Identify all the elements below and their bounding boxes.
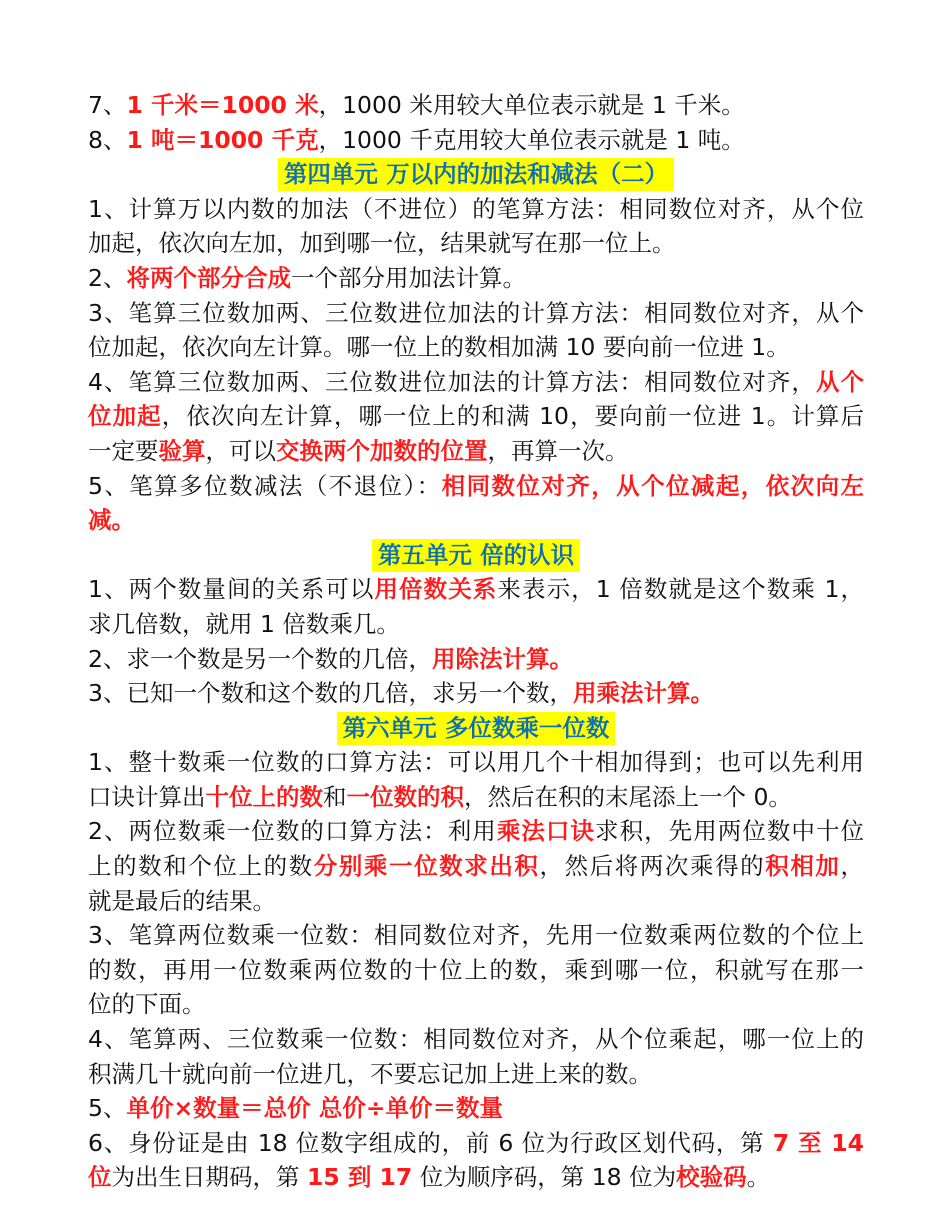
text-run: 4、笔算两、三位数乘一位数：相同数位对齐，从个位乘起，哪一位上的 bbox=[88, 1025, 864, 1054]
text-run: 2、两位数乘一位数的口算方法：利用 bbox=[88, 817, 497, 846]
text-line bbox=[88, 1091, 864, 1126]
text-run: 4、笔算三位数加两、三位数进位加法的计算方法：相同数位对齐， bbox=[88, 367, 816, 396]
text-line bbox=[88, 676, 864, 711]
highlighted-text: 1 千米＝1000 米 bbox=[126, 91, 319, 119]
text-run: ，1000 千克用较大单位表示就是 1 吨。 bbox=[318, 125, 745, 154]
text-line bbox=[88, 365, 864, 400]
highlighted-text: 验算 bbox=[158, 436, 206, 465]
highlighted-text: 减。 bbox=[88, 506, 135, 535]
highlighted-text: 7 至 14 bbox=[772, 1128, 864, 1157]
text-line bbox=[88, 469, 864, 504]
text-line bbox=[88, 642, 864, 677]
text-run: 一个部分用加法计算。 bbox=[290, 263, 526, 292]
section-heading-line bbox=[88, 711, 864, 746]
highlighted-text: 用除法计算。 bbox=[431, 644, 573, 673]
text-run: ，然后在积的末尾添上一个 0。 bbox=[464, 782, 792, 811]
text-run: 1、两个数量间的关系可以 bbox=[88, 575, 375, 604]
text-run: 3、笔算三位数加两、三位数进位加法的计算方法：相同数位对齐，从个 bbox=[88, 298, 864, 327]
highlighted-text: 1 吨＝1000 千克 bbox=[126, 125, 319, 154]
text-run: 8、 bbox=[88, 125, 127, 154]
text-run: 7、 bbox=[88, 91, 127, 119]
text-run: 求几倍数，就用 1 倍数乘几。 bbox=[88, 609, 400, 638]
text-line bbox=[88, 572, 864, 607]
text-run: 5、 bbox=[88, 1094, 127, 1123]
text-line bbox=[88, 1022, 864, 1057]
text-run: 就是最后的结果。 bbox=[88, 886, 276, 915]
text-run: 口诀计算出 bbox=[88, 782, 206, 811]
text-run: 1、计算万以内数的加法（不进位）的笔算方法：相同数位对齐，从个位 bbox=[88, 194, 864, 223]
text-line bbox=[88, 1126, 864, 1161]
text-run: ，可以 bbox=[205, 436, 276, 465]
text-run: ，1000 米用较大单位表示就是 1 千米。 bbox=[318, 91, 745, 119]
text-line bbox=[88, 88, 864, 123]
highlighted-text: 用乘法计算。 bbox=[572, 679, 714, 708]
highlighted-text: 位 bbox=[88, 1163, 112, 1192]
text-run: 2、求一个数是另一个数的几倍， bbox=[88, 644, 432, 673]
text-line bbox=[88, 399, 864, 434]
text-run: 1、整十数乘一位数的口算方法：可以用几个十相加得到；也可以先利用 bbox=[88, 748, 864, 777]
text-run: 一定要 bbox=[88, 436, 159, 465]
text-line bbox=[88, 192, 864, 227]
text-run: 位为顺序码，第 18 位为 bbox=[412, 1163, 677, 1192]
highlighted-text: 用倍数关系 bbox=[374, 575, 498, 604]
text-run: ，再算一次。 bbox=[487, 436, 629, 465]
highlighted-text: 从个 bbox=[815, 367, 864, 396]
highlighted-text: 相同数位对齐，从个位减起，依次向左 bbox=[441, 471, 864, 500]
highlighted-text: 积相加 bbox=[765, 852, 841, 881]
document-body bbox=[88, 88, 864, 1195]
text-line bbox=[88, 745, 864, 780]
highlighted-text: 一位数的积 bbox=[346, 782, 464, 811]
text-run: 5、笔算多位数减法（不退位）： bbox=[88, 471, 442, 500]
text-run: 3、笔算两位数乘一位数：相同数位对齐，先用一位数乘两位数的个位上 bbox=[88, 921, 864, 950]
text-line bbox=[88, 1160, 864, 1195]
text-line bbox=[88, 814, 864, 849]
text-line bbox=[88, 261, 864, 296]
text-line bbox=[88, 607, 864, 642]
text-run: 6、身份证是由 18 位数字组成的，前 6 位为行政区划代码，第 bbox=[88, 1128, 773, 1157]
highlighted-text: 15 到 17 bbox=[306, 1163, 413, 1192]
text-line bbox=[88, 849, 864, 884]
text-line bbox=[88, 330, 864, 365]
text-run: 。 bbox=[746, 1163, 771, 1192]
section-heading: 第六单元 多位数乘一位数 bbox=[337, 712, 616, 745]
text-line bbox=[88, 123, 864, 158]
section-heading: 第五单元 倍的认识 bbox=[372, 539, 580, 572]
highlighted-text: 交换两个加数的位置 bbox=[276, 436, 488, 465]
text-run: ，依次向左计算，哪一位上的和满 10，要向前一位进 1。计算后 bbox=[161, 402, 864, 431]
text-run: 和 bbox=[323, 782, 347, 811]
text-run: 2、 bbox=[88, 263, 127, 292]
text-line bbox=[88, 987, 864, 1022]
highlighted-text: 乘法口诀 bbox=[496, 817, 596, 846]
text-line bbox=[88, 434, 864, 469]
text-run: 为出生日期码，第 bbox=[111, 1163, 307, 1192]
text-line bbox=[88, 226, 864, 261]
text-run: 加起，依次向左加，加到哪一位，结果就写在那一位上。 bbox=[88, 229, 676, 258]
text-run: 积满几十就向前一位进几，不要忘记加上进上来的数。 bbox=[88, 1059, 652, 1088]
highlighted-text: 位加起 bbox=[88, 402, 162, 431]
section-heading-line bbox=[88, 538, 864, 573]
text-line bbox=[88, 918, 864, 953]
text-line bbox=[88, 953, 864, 988]
text-run: ， bbox=[840, 852, 864, 881]
text-run: 的数，再用一位数乘两位数的十位上的数，乘到哪一位，积就写在那一 bbox=[88, 955, 864, 984]
text-run: 求积，先用两位数中十位 bbox=[595, 817, 864, 846]
text-line bbox=[88, 296, 864, 331]
text-line bbox=[88, 884, 864, 919]
text-line bbox=[88, 780, 864, 815]
text-run: ，然后将两次乘得的 bbox=[539, 852, 766, 881]
highlighted-text: 将两个部分合成 bbox=[126, 263, 291, 292]
text-run: 位加起，依次向左计算。哪一位上的数相加满 10 要向前一位进 1。 bbox=[88, 333, 790, 362]
text-line bbox=[88, 1057, 864, 1092]
text-line bbox=[88, 503, 864, 538]
text-run: 来表示，1 倍数就是这个数乘 1， bbox=[497, 575, 864, 604]
highlighted-text: 单价×数量＝总价 总价÷单价＝数量 bbox=[126, 1094, 504, 1123]
text-run: 上的数和个位上的数 bbox=[88, 852, 314, 881]
section-heading: 第四单元 万以内的加法和减法（二） bbox=[278, 158, 674, 191]
highlighted-text: 分别乘一位数求出积 bbox=[313, 852, 540, 881]
text-run: 3、已知一个数和这个数的几倍，求另一个数， bbox=[88, 679, 573, 708]
highlighted-text: 十位上的数 bbox=[205, 782, 323, 811]
highlighted-text: 校验码 bbox=[676, 1163, 747, 1192]
section-heading-line bbox=[88, 157, 864, 192]
text-run: 位的下面。 bbox=[88, 990, 206, 1019]
